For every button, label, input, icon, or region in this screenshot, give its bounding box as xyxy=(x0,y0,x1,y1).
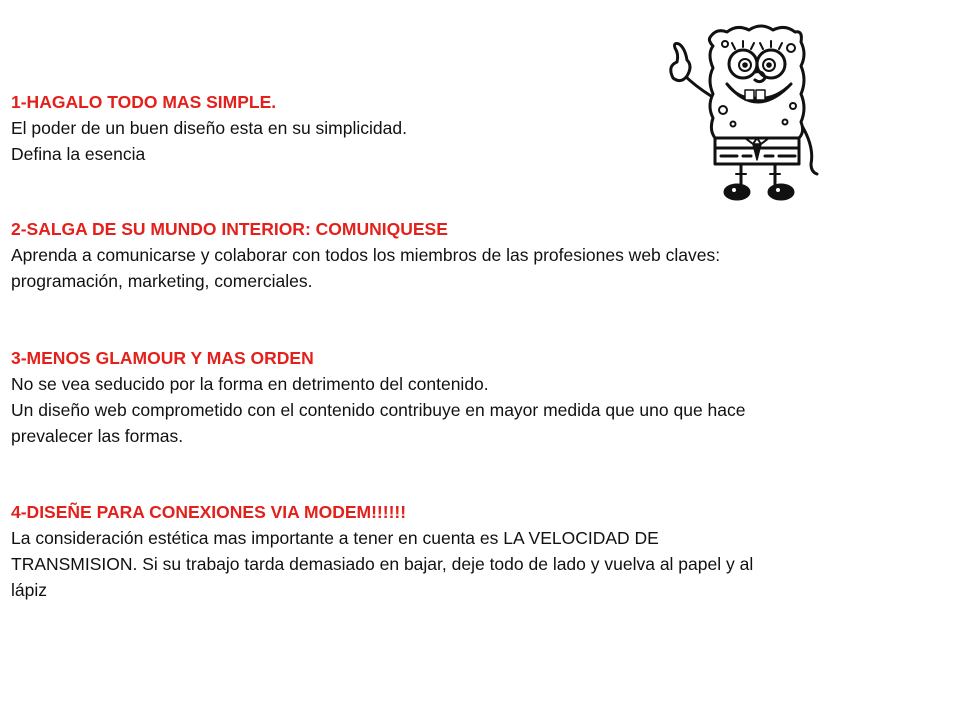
tip-1-line-1: El poder de un buen diseño esta en su simplicidad. xyxy=(11,118,407,138)
spongebob-pointing-illustration xyxy=(645,14,845,214)
tip-4 xyxy=(11,499,941,603)
tip-3-line-1: No se vea seducido por la forma en detrimento del contenido. xyxy=(11,374,489,394)
tip-1-heading: 1-HAGALO TODO MAS SIMPLE. xyxy=(11,92,277,112)
tip-2-line-2: programación, marketing, comerciales. xyxy=(11,271,313,291)
tip-2 xyxy=(11,216,941,294)
tip-4-heading: 4-DISEÑE PARA CONEXIONES VIA MODEM!!!!!! xyxy=(11,502,407,522)
tip-4-line-2: TRANSMISION. Si su trabajo tarda demasiado en bajar, deje todo de lado y vuelva al papel y al xyxy=(11,554,754,574)
tip-2-heading: 2-SALGA DE SU MUNDO INTERIOR: COMUNIQUESE xyxy=(11,219,448,239)
tip-3-heading: 3-MENOS GLAMOUR Y MAS ORDEN xyxy=(11,348,314,368)
tip-4-line-3: lápiz xyxy=(11,580,47,600)
tip-1-line-2: Defina la esencia xyxy=(11,144,146,164)
tip-2-line-1: Aprenda a comunicarse y colaborar con todos los miembros de las profesiones web claves: xyxy=(11,245,721,265)
tip-3 xyxy=(11,345,941,449)
tip-3-line-3: prevalecer las formas. xyxy=(11,426,184,446)
tip-4-line-1: La consideración estética mas importante a tener en cuenta es LA VELOCIDAD DE xyxy=(11,528,659,548)
tip-3-line-2: Un diseño web comprometido con el contenido contribuye en mayor medida que uno que hace xyxy=(11,400,746,420)
